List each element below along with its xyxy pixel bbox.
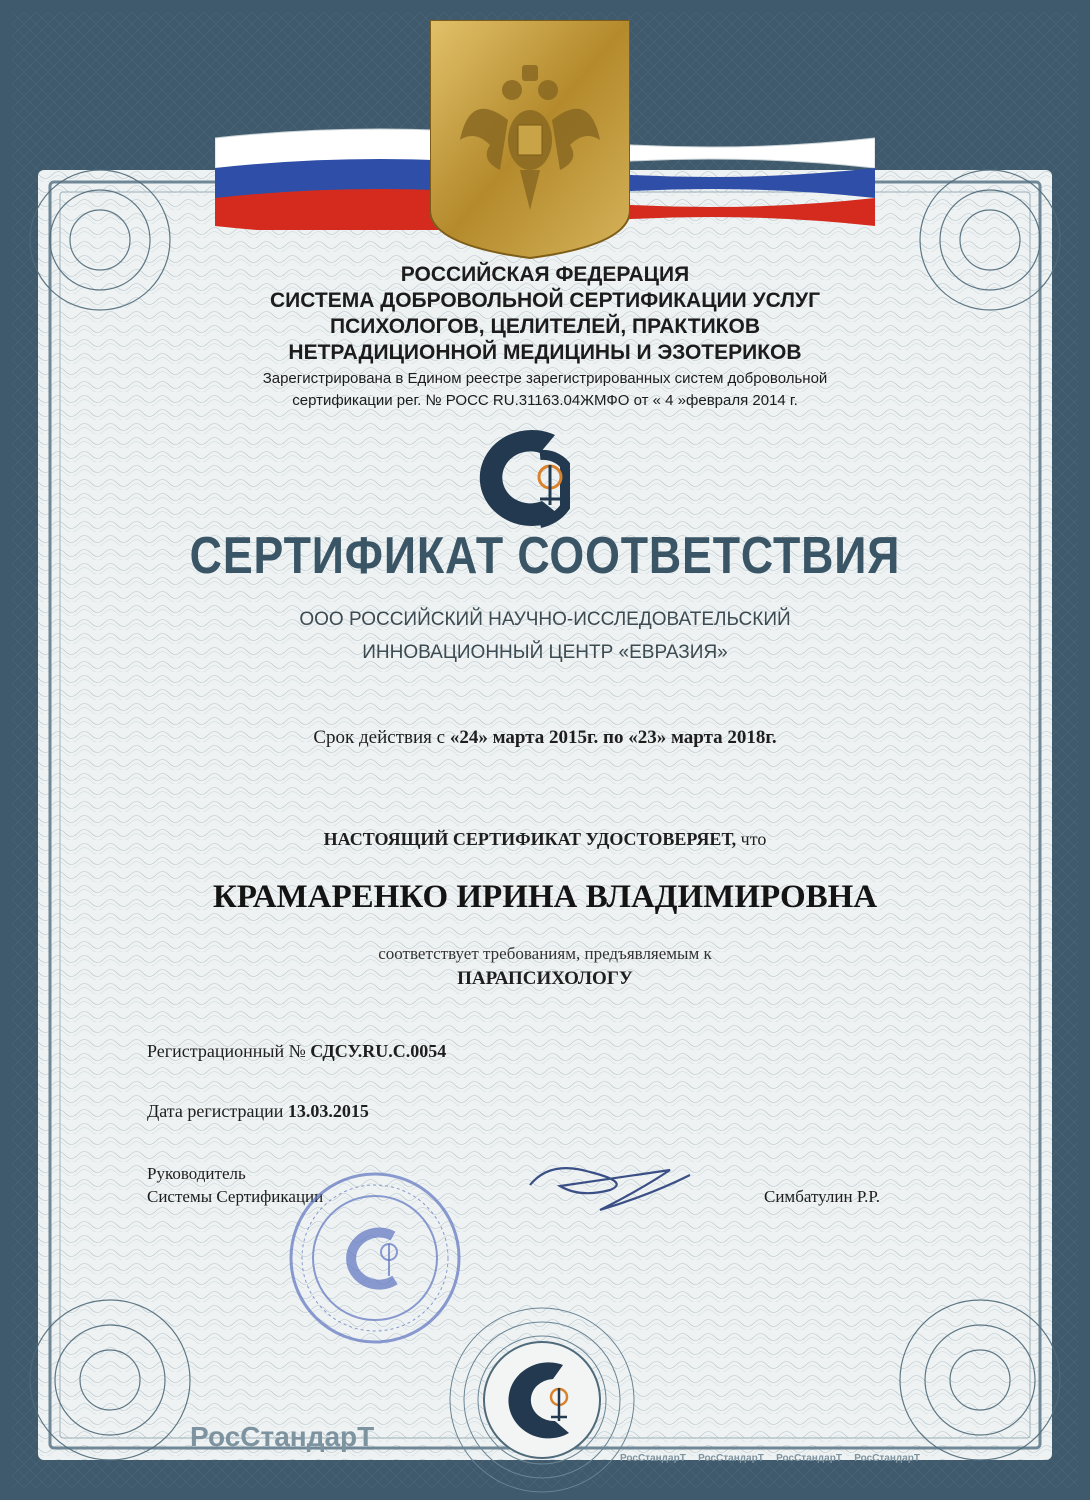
certifies-suffix: что xyxy=(736,829,767,849)
validity-prefix: Срок действия с xyxy=(313,727,450,748)
signatory-title-1: Руководитель xyxy=(147,1164,246,1183)
holder-name: КРАМАРЕНКО ИРИНА ВЛАДИМИРОВНА xyxy=(212,879,878,915)
footer-brand-small: РосСтандарТ xyxy=(854,1453,920,1464)
stamp-icon xyxy=(285,1168,465,1348)
registration-date-label: Дата регистрации xyxy=(147,1101,288,1121)
registration-date-value: 13.03.2015 xyxy=(287,1101,369,1121)
organization-line-1: ООО РОССИЙСКИЙ НАУЧНО-ИССЛЕДОВАТЕЛЬСКИЙ xyxy=(299,609,791,630)
footer-brand-small: РосСтандарТ xyxy=(776,1453,842,1464)
header-country: РОССИЙСКАЯ ФЕДЕРАЦИЯ xyxy=(400,263,690,286)
footer-brand-small: РосСтандарТ xyxy=(698,1453,764,1464)
certifies-statement xyxy=(0,826,1090,852)
russian-coat-of-arms-icon xyxy=(430,20,630,260)
registration-number xyxy=(147,1038,446,1064)
footer-brand: РосСтандарТ xyxy=(190,1421,375,1452)
organization-line-2: ИННОВАЦИОННЫЙ ЦЕНТР «ЕВРАЗИЯ» xyxy=(362,642,728,663)
certificate-title: СЕРТИФИКАТ СООТВЕТСТВИЯ xyxy=(189,527,901,585)
registration-date xyxy=(147,1098,369,1124)
header-medicine: НЕТРАДИЦИОННОЙ МЕДИЦИНЫ И ЭЗОТЕРИКОВ xyxy=(288,341,802,364)
certifies-text: НАСТОЯЩИЙ СЕРТИФИКАТ УДОСТОВЕРЯЕТ, xyxy=(323,829,737,849)
profession: ПАРАПСИХОЛОГУ xyxy=(457,968,633,989)
registration-number-value: СДСУ.RU.С.0054 xyxy=(310,1041,447,1061)
registration-number-label: Регистрационный № xyxy=(147,1041,311,1061)
header-practitioners: ПСИХОЛОГОВ, ЦЕЛИТЕЛЕЙ, ПРАКТИКОВ xyxy=(329,315,760,338)
signatory-name: Симбатулин Р.Р. xyxy=(764,1187,880,1206)
validity-dates: «24» марта 2015г. по «23» марта 2018г. xyxy=(449,727,777,748)
signature-icon xyxy=(520,1150,700,1220)
validity-period xyxy=(0,725,1090,751)
signatory-title-2: Системы Сертификации xyxy=(147,1187,324,1206)
registry-line-2: сертификации рег. № РОСС RU.31163.04ЖМФО от « 4 »февраля 2014 г. xyxy=(292,392,798,409)
footer-brand-small: РосСтандарТ xyxy=(620,1453,686,1464)
conformity-text: соответствует требованиям, предъявляемым к xyxy=(378,944,712,963)
certification-logo-icon xyxy=(470,425,585,530)
bottom-logo-icon xyxy=(497,1355,587,1445)
footer-brand-row xyxy=(620,1453,920,1464)
header-system: СИСТЕМА ДОБРОВОЛЬНОЙ СЕРТИФИКАЦИИ УСЛУГ xyxy=(270,289,820,312)
registry-line-1: Зарегистрирована в Едином реестре зарегистрированных систем добровольной xyxy=(262,370,828,387)
